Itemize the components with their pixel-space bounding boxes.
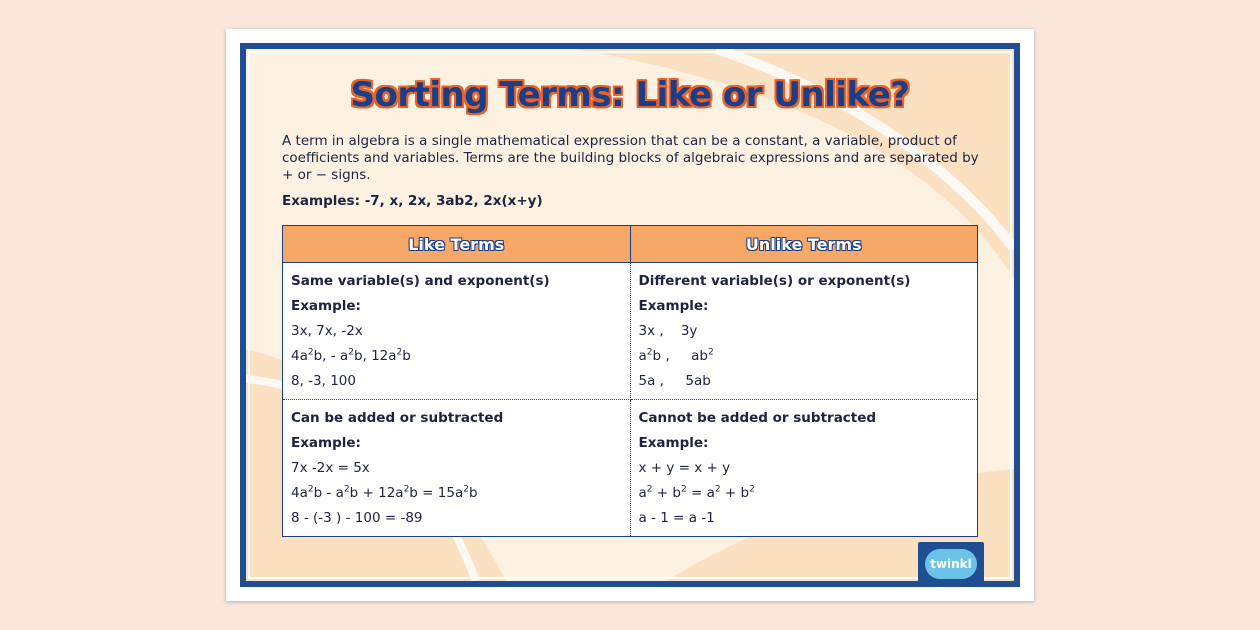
example-label: Example: xyxy=(291,298,361,314)
table-cell xyxy=(630,400,978,537)
cell-heading: Cannot be added or subtracted xyxy=(638,410,877,426)
header-like-terms: Like Terms xyxy=(283,226,631,263)
example-line: $a^2b$ , $ab^2$ xyxy=(638,347,714,364)
examples-line: Examples: -7, x, 2x, 3ab2, 2x(x+y) xyxy=(282,193,543,209)
terms-table xyxy=(282,225,978,537)
example-label: Example: xyxy=(638,435,709,451)
example-label: Example: xyxy=(291,435,361,451)
cell-heading: Same variable(s) and exponent(s) xyxy=(291,273,550,289)
table-cell xyxy=(283,400,631,537)
example-line: $4a^2b - a^2b + 12a^2b = 15a^2b$ xyxy=(291,484,478,501)
example-line: 7x -2x = 5x xyxy=(291,460,370,476)
example-line: $4a^2b$, - $a^2b$, $12a^2b$ xyxy=(291,347,411,364)
intro-paragraph: A term in algebra is a single mathematical expression that can be a constant, a variable, product of coefficients and variables. Terms are the building blocks of algebraic expressions and are separated by + or − signs. xyxy=(282,133,979,183)
example-line: $a^2 + b^2 = a^2 + b^2$ xyxy=(638,484,755,501)
cell-heading: Can be added or subtracted xyxy=(291,410,504,426)
cell-heading: Different variable(s) or exponent(s) xyxy=(638,273,911,289)
example-line: 3x, 7x, -2x xyxy=(291,323,363,339)
table-row xyxy=(283,400,978,537)
example-line: 3x , 3y xyxy=(638,323,698,339)
table-cell xyxy=(630,263,978,400)
example-line: 5a , 5ab xyxy=(638,373,711,389)
example-line: 8 - (-3 ) - 100 = -89 xyxy=(291,510,423,526)
poster-sheet xyxy=(226,29,1034,601)
poster-frame xyxy=(240,43,1020,587)
example-line: 8, -3, 100 xyxy=(291,373,356,389)
page-title: Sorting Terms: Like or Unlike? xyxy=(350,75,910,115)
table-row xyxy=(283,263,978,400)
table-cell xyxy=(283,263,631,400)
example-line: a - 1 = a -1 xyxy=(638,510,715,526)
logo-text: twinkl xyxy=(930,557,972,571)
twinkl-logo[interactable] xyxy=(918,542,984,586)
example-label: Example: xyxy=(638,298,709,314)
example-line: x + y = x + y xyxy=(638,460,731,476)
header-unlike-terms: Unlike Terms xyxy=(630,226,978,263)
